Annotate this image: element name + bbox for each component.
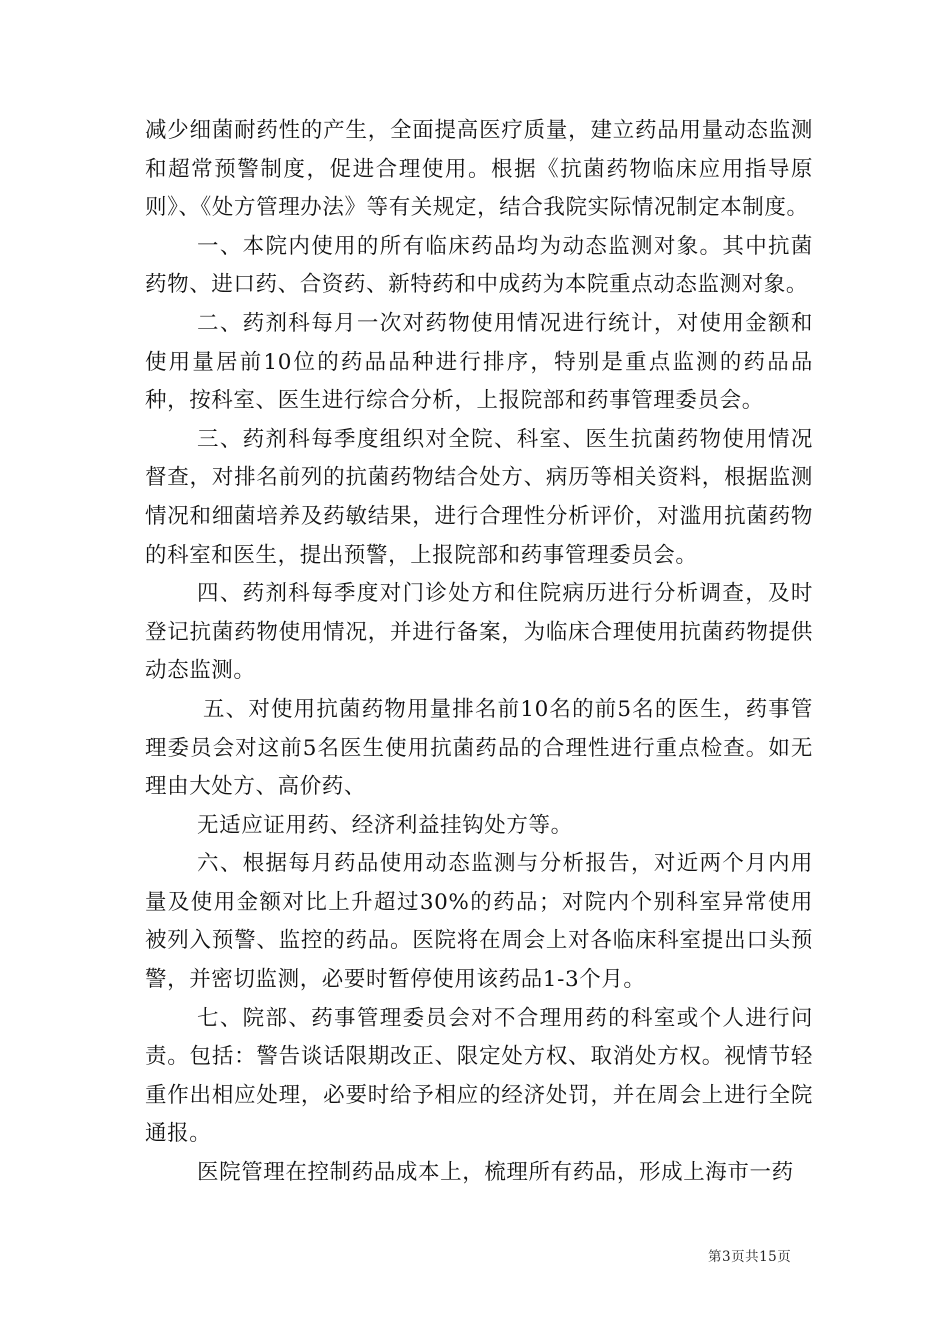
paragraph-item-4: 四、药剂科每季度对门诊处方和住院病历进行分析调查，及时登记抗菌药物使用情况，并进行备案，为临床合理使用抗菌药物提供动态监测。: [145, 581, 813, 684]
paragraph-intro: 减少细菌耐药性的产生，全面提高医疗质量，建立药品用量动态监测和超常预警制度，促进合理使用。根据《抗菌药物临床应用指导原则》、《处方管理办法》等有关规定，结合我院实际情况制定本制度。: [145, 118, 813, 221]
document-body: [145, 112, 813, 1193]
paragraph-item-5-continued: 无适应证用药、经济利益挂钩处方等。: [197, 812, 573, 838]
paragraph-item-6: 六、根据每月药品使用动态监测与分析报告，对近两个月内用量及使用金额对比上升超过30%的药品；对院内个别科室异常使用被列入预警、监控的药品。医院将在周会上对各临床科室提出口头预警，并密切监测，必要时暂停使用该药品1-3个月。: [145, 851, 813, 993]
paragraph-item-7: 七、院部、药事管理委员会对不合理用药的科室或个人进行问责。包括：警告谈话限期改正、限定处方权、取消处方权。视情节轻重作出相应处理，必要时给予相应的经济处罚，并在周会上进行全院通报。: [145, 1005, 813, 1147]
paragraph-item-5: 五、对使用抗菌药物用量排名前10名的前5名的医生，药事管理委员会对这前5名医生使用抗菌药品的合理性进行重点检查。如无理由大处方、高价药、: [145, 696, 813, 800]
paragraph-item-1: 一、本院内使用的所有临床药品均为动态监测对象。其中抗菌药物、进口药、合资药、新特药和中成药为本院重点动态监测对象。: [145, 233, 813, 298]
paragraph-closing: 医院管理在控制药品成本上，梳理所有药品，形成上海市一药: [197, 1160, 794, 1186]
paragraph-item-3: 三、药剂科每季度组织对全院、科室、医生抗菌药物使用情况督查，对排名前列的抗菌药物结合处方、病历等相关资料，根据监测情况和细菌培养及药敏结果，进行合理性分析评价，对滥用抗菌药物的科室和医生，提出预警，上报院部和药事管理委员会。: [145, 426, 813, 568]
page-number-footer: 第3页共15页: [708, 1249, 792, 1265]
paragraph-item-2: 二、药剂科每月一次对药物使用情况进行统计，对使用金额和使用量居前10位的药品品种进行排序，特别是重点监测的药品品种，按科室、医生进行综合分析，上报院部和药事管理委员会。: [145, 310, 813, 414]
